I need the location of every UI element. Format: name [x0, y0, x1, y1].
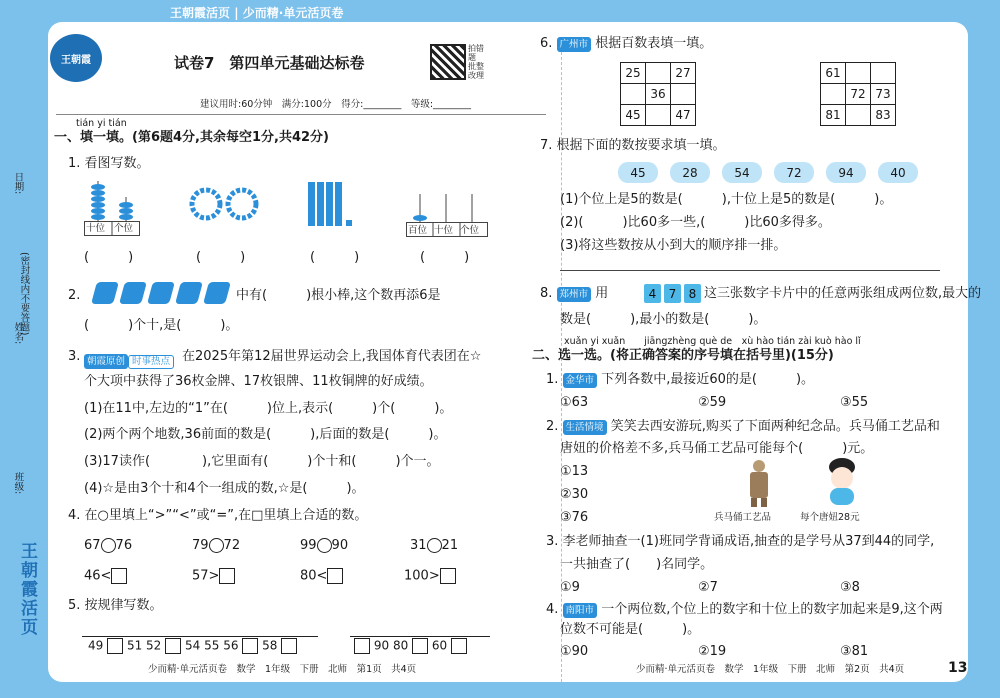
seal-note: (密封线内不要答题) — [18, 252, 30, 336]
q5-title: 5. 按规律写数。 — [68, 598, 163, 613]
brand-logo: 王朝霞 — [50, 34, 102, 82]
grid-blank-cell[interactable] — [845, 62, 871, 84]
compare-circle[interactable] — [101, 538, 116, 553]
q8-row: 8. 郑州市 用 — [540, 286, 609, 301]
tag-jinhua: 金华市 — [563, 373, 598, 388]
tag-life: 生活情境 — [563, 420, 607, 435]
q3-sub2: (2)两个两个地数,36前面的数是( ),后面的数是( )。 — [84, 427, 447, 442]
q4-item-6[interactable]: 57> — [192, 568, 235, 585]
c4-option-3[interactable]: ③81 — [840, 644, 869, 659]
c3-line2: 一共抽查了( )名同学。 — [560, 557, 714, 572]
q3-line1: 在2025年第12届世界运动会上,我国体育代表团在☆ — [182, 349, 482, 364]
number-line-1-values: 49 51 52 54 55 56 58 — [88, 638, 297, 654]
q4-item-8[interactable]: 100> — [404, 568, 456, 585]
digit-card-4: 4 — [644, 284, 661, 303]
stick-bundles-icon — [306, 182, 360, 228]
qr-caption: 拍错 题 批整 改理 — [468, 44, 484, 80]
q8-line1: 这三张数字卡片中的任意两张组成两位数,最大的 — [704, 286, 982, 301]
answer-box[interactable] — [219, 568, 235, 584]
number-cloud: 94 — [826, 162, 866, 183]
number-line-2-values: 90 80 60 — [354, 638, 467, 654]
bead-rings-icon — [188, 186, 260, 222]
q4-item-7[interactable]: 80< — [300, 568, 343, 585]
c4-row: 4. 南阳市 一个两位数,个位上的数字和十位上的数字加起来是9,这个两 — [546, 602, 943, 617]
q1-answer-a[interactable]: ( ) — [84, 250, 134, 265]
grid-cell: 36 — [645, 83, 671, 105]
digit-card-7: 7 — [664, 284, 681, 303]
q2-line2: ( )个十,是( )。 — [84, 318, 239, 333]
q3-tags — [84, 349, 174, 369]
header-rule — [56, 114, 546, 115]
date-label: 日期: — [12, 172, 24, 195]
answer-box[interactable] — [327, 568, 343, 584]
abacus-label-hundreds: 百位 — [408, 225, 428, 236]
grid-cell: 81 — [820, 104, 846, 126]
compare-circle[interactable] — [209, 538, 224, 553]
c3-line1: 3. 李老师抽查一(1)班同学背诵成语,抽查的是学号从37到44的同学, — [546, 534, 935, 549]
c3-option-1[interactable]: ①9 — [560, 580, 580, 595]
answer-box[interactable] — [440, 568, 456, 584]
q3-sub1: (1)在11中,左边的“1”在( )位上,表示( )个( )。 — [84, 401, 453, 416]
c2-row: 2. 生活情境 笑笑去西安游玩,购买了下面两种纪念品。兵马俑工艺品和 — [546, 419, 940, 434]
number-cloud: 45 — [618, 162, 658, 183]
section2-pinyin: xuǎn yi xuǎn jiāngzhèng què de xù hào tián zài kuò hào lǐ — [564, 336, 861, 347]
abacus-label-ones: 个位 — [114, 223, 134, 234]
compare-circle[interactable] — [427, 538, 442, 553]
c4-line2: 位数不可能是( )。 — [560, 622, 701, 637]
footer-left: 少而精·单元活页卷 数学 1年级 下册 北师 第1页 共4页 — [148, 664, 417, 675]
q2-line1: 中有( )根小棒,这个数再添6是 — [236, 288, 441, 303]
number-cloud: 40 — [878, 162, 918, 183]
caption-tang-girl: 每个唐妞28元 — [800, 512, 860, 523]
grid-cell: 25 — [620, 62, 646, 84]
c1-row: 1. 金华市 下列各数中,最接近60的是( )。 — [546, 372, 815, 387]
q7-sub3: (3)将这些数按从小到大的顺序排一排。 — [560, 238, 787, 253]
terracotta-warrior-icon — [740, 458, 778, 508]
grid-cell: 45 — [620, 104, 646, 126]
q2-number: 2. — [68, 288, 81, 303]
number-cloud: 72 — [774, 162, 814, 183]
q4-item-1[interactable]: 67 76 — [84, 538, 133, 553]
abacus-label-tens2: 十位 — [434, 225, 454, 236]
grid-blank-cell[interactable] — [845, 104, 871, 126]
digit-card-8: 8 — [684, 284, 701, 303]
brand-banner: 王朝霞活页 | 少而精·单元活页卷 — [170, 6, 344, 20]
tag-original: 朝霞原创 — [84, 354, 128, 369]
number-line-2 — [350, 636, 490, 637]
c3-option-3[interactable]: ③8 — [840, 580, 860, 595]
q3-number: 3. — [68, 349, 81, 364]
tag-hot-topic: 时事热点 — [128, 355, 174, 369]
q4-item-3[interactable]: 99 90 — [300, 538, 349, 553]
side-logo: 王朝霞活页 — [17, 542, 37, 637]
grid-blank-cell[interactable] — [620, 83, 646, 105]
q4-title: 4. 在○里填上“>”“<”或“=”,在□里填上合适的数。 — [68, 508, 368, 523]
q3-sub4: (4)☆是由3个十和4个一组成的数,☆是( )。 — [84, 481, 365, 496]
grid-cell: 72 — [845, 83, 871, 105]
number-cloud: 28 — [670, 162, 710, 183]
c4-option-1[interactable]: ①90 — [560, 644, 589, 659]
c1-option-2[interactable]: ②59 — [698, 395, 727, 410]
c3-option-2[interactable]: ②7 — [698, 580, 718, 595]
q3-sub3: (3)17读作( ),它里面有( )个十和( )个一。 — [84, 454, 440, 469]
c2-line2: 唐妞的价格差不多,兵马俑工艺品可能每个( )元。 — [560, 441, 874, 456]
q4-item-2[interactable]: 79 72 — [192, 538, 241, 553]
grid-blank-cell[interactable] — [820, 83, 846, 105]
stick-bundles-row-icon — [86, 278, 234, 308]
c1-option-3[interactable]: ③55 — [840, 395, 869, 410]
caption-terracotta: 兵马俑工艺品 — [714, 512, 772, 523]
q1-answer-c[interactable]: ( ) — [310, 250, 360, 265]
tag-guangzhou: 广州市 — [557, 37, 592, 52]
number-cloud: 54 — [722, 162, 762, 183]
grid-cell: 47 — [670, 104, 696, 126]
q4-item-4[interactable]: 31 21 — [410, 538, 459, 553]
grid-blank-cell[interactable] — [645, 62, 671, 84]
tag-nanyang: 南阳市 — [563, 603, 598, 618]
grid-blank-cell[interactable] — [870, 62, 896, 84]
q7-sub2: (2)( )比60多一些,( )比60多得多。 — [560, 215, 831, 230]
grid-blank-cell[interactable] — [645, 104, 671, 126]
tag-zhengzhou: 郑州市 — [557, 287, 592, 302]
q8-line2: 数是( ),最小的数是( )。 — [560, 312, 767, 327]
page-number: 13 — [948, 660, 968, 676]
worksheet — [12, 22, 982, 682]
section1-title: 一、填一填。(第6题4分,其余每空1分,共42分) — [54, 130, 329, 145]
abacus-label-ones2: 个位 — [460, 225, 480, 236]
answer-box[interactable] — [111, 568, 127, 584]
grid-blank-cell[interactable] — [670, 83, 696, 105]
grid-cell: 73 — [870, 83, 896, 105]
c4-option-2[interactable]: ②19 — [698, 644, 727, 659]
q7-answer-line[interactable] — [560, 270, 940, 271]
q1-answer-b[interactable]: ( ) — [196, 250, 246, 265]
tang-girl-icon — [822, 458, 862, 506]
c2-option-1[interactable]: ①13 — [560, 464, 589, 479]
c2-option-2[interactable]: ②30 — [560, 487, 589, 502]
q1-answer-d[interactable]: ( ) — [420, 250, 470, 265]
abacus-label-tens: 十位 — [86, 223, 106, 234]
q7-title: 7. 根据下面的数按要求填一填。 — [540, 138, 726, 153]
compare-circle[interactable] — [317, 538, 332, 553]
footer-right: 少而精·单元活页卷 数学 1年级 下册 北师 第2页 共4页 — [636, 664, 905, 675]
number-line-1 — [82, 636, 318, 637]
class-label: 班级: — [12, 472, 24, 495]
grid-cell: 27 — [670, 62, 696, 84]
q7-sub1: (1)个位上是5的数是( ),十位上是5的数是( )。 — [560, 192, 893, 207]
name-label: 姓名: — [12, 322, 24, 345]
grid-cell: 61 — [820, 62, 846, 84]
q1-title: 1. 看图写数。 — [68, 156, 150, 171]
q3-line2: 个大项中获得了36枚金牌、17枚银牌、11枚铜牌的好成绩。 — [84, 374, 433, 389]
section1-pinyin: tián yi tián — [76, 118, 127, 129]
c1-option-1[interactable]: ①63 — [560, 395, 589, 410]
c2-option-3[interactable]: ③76 — [560, 510, 589, 525]
section2-title: 二、选一选。(将正确答案的序号填在括号里)(15分) — [532, 348, 834, 363]
qr-code — [430, 44, 466, 80]
q4-item-5[interactable]: 46< — [84, 568, 127, 585]
score-info: 建议用时:60分钟 满分:100分 得分:________ 等级:________ — [200, 99, 472, 110]
grid-cell: 83 — [870, 104, 896, 126]
page-title: 试卷7 第四单元基础达标卷 — [174, 54, 365, 72]
q6-row: 6. 广州市 根据百数表填一填。 — [540, 36, 713, 51]
